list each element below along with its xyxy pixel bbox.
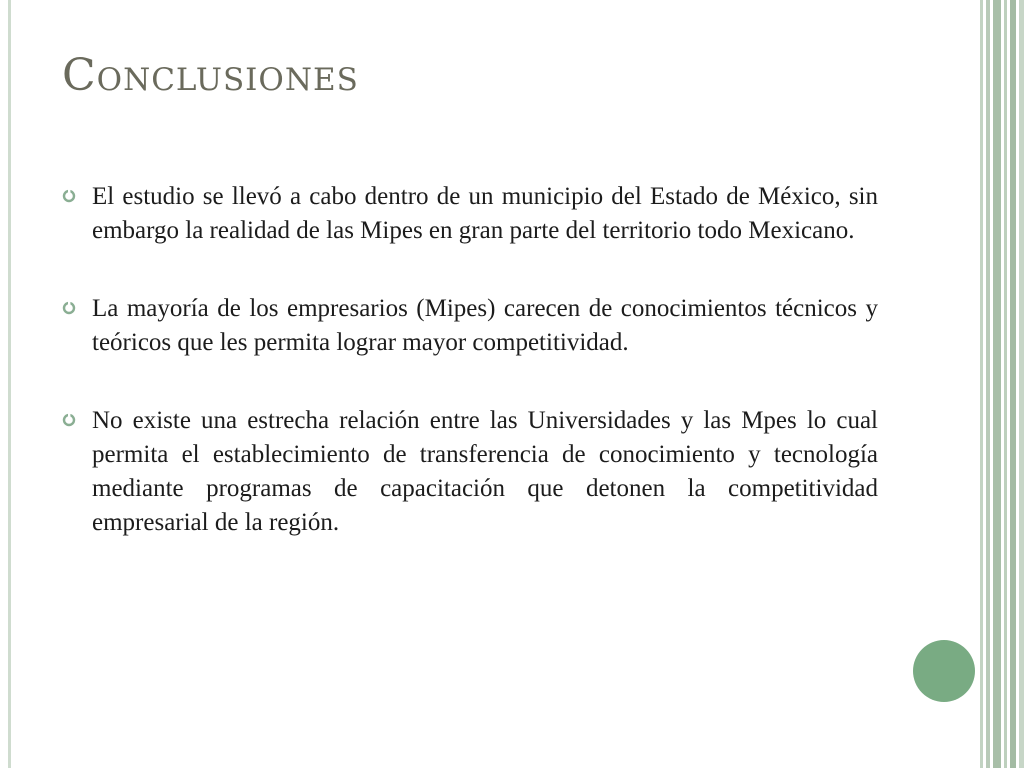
bullet-icon: [62, 301, 76, 315]
bullet-icon: [62, 189, 76, 203]
stripe: [1019, 0, 1024, 768]
right-decorative-stripes: [980, 0, 1024, 768]
stripe: [980, 0, 983, 768]
bullet-list: [62, 180, 878, 584]
list-item: [62, 180, 878, 248]
decorative-circle: [913, 640, 975, 702]
slide-title: Conclusiones: [62, 50, 359, 101]
bullet-text: No existe una estrecha relación entre las Universidades y las Mpes lo cual permita el establecimiento de transferencia de conocimiento y tecnología mediante programas de capacitación que detonen la competitividad empresarial de la región.: [92, 407, 878, 536]
stripe: [993, 0, 1001, 768]
bullet-text: La mayoría de los empresarios (Mipes) carecen de conocimientos técnicos y teóricos que les permita lograr mayor competitividad.: [92, 295, 878, 356]
bullet-icon: [62, 413, 76, 427]
list-item: [62, 404, 878, 540]
stripe: [1004, 0, 1007, 768]
stripe: [1010, 0, 1016, 768]
list-item: [62, 292, 878, 360]
bullet-text: El estudio se llevó a cabo dentro de un municipio del Estado de México, sin embargo la realidad de las Mipes en gran parte del territorio todo Mexicano.: [92, 183, 878, 244]
left-border-line: [8, 0, 11, 768]
stripe: [986, 0, 990, 768]
